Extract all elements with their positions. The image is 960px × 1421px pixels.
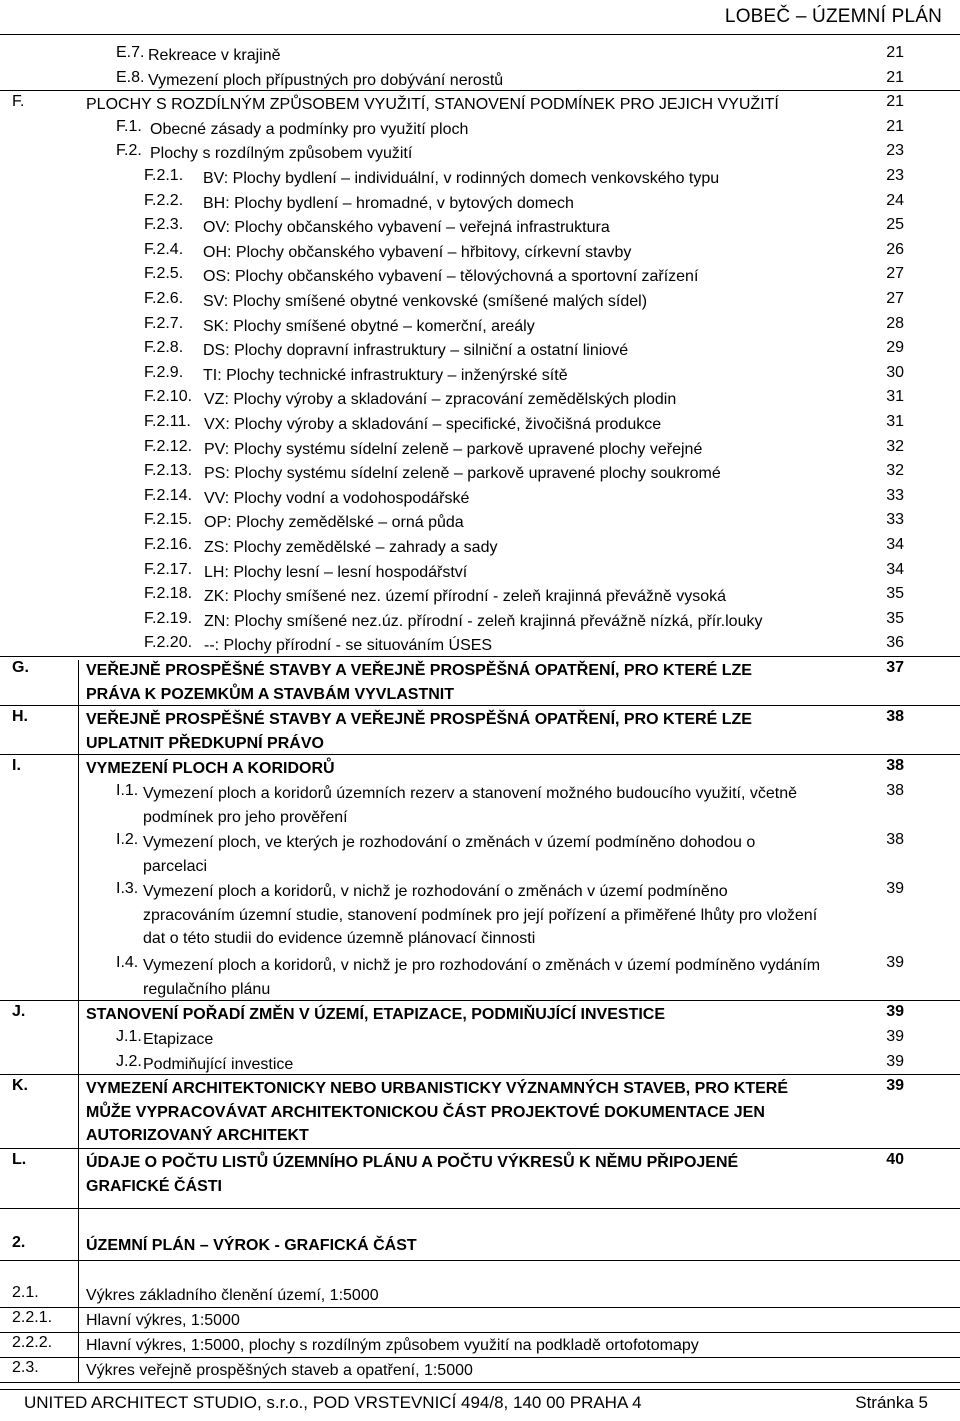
toc-entry xyxy=(0,880,960,954)
toc-entry-title: Podmiňující investice xyxy=(143,1055,294,1073)
graphic-item-title: Výkres základního členění území, 1:5000 xyxy=(86,1287,379,1305)
toc-entry xyxy=(0,782,960,831)
toc-entry xyxy=(0,462,960,487)
document-header-title: LOBEČ – ÚZEMNÍ PLÁN xyxy=(724,6,942,27)
graphic-item-title: Hlavní výkres, 1:5000 xyxy=(86,1312,240,1330)
toc-entry xyxy=(0,192,960,217)
toc-entry-page: 33 xyxy=(886,511,904,529)
footer-company-address: UNITED ARCHITECT STUDIO, s.r.o., POD VRSTEVNICÍ 494/8, 140 00 PRAHA 4 xyxy=(24,1393,642,1412)
graphic-heading-code: 2. xyxy=(12,1234,26,1252)
toc-entry xyxy=(0,216,960,241)
toc-entry-page: 32 xyxy=(886,437,904,455)
toc-entry xyxy=(0,1028,960,1053)
toc-entry-code: F.2.11. xyxy=(144,413,191,430)
toc-entry-code: F.2.8. xyxy=(144,339,184,357)
toc-entry-title: VEŘEJNĚ PROSPĚŠNÉ STAVBY A VEŘEJNĚ PROSPĚŠNÁ OPATŘENÍ, PRO KTERÉ LZE UPLATNIT PŘEDKUPNÍ PRÁVO xyxy=(86,711,752,752)
toc-entry-page: 34 xyxy=(886,536,904,553)
graphic-item-code: 2.2.1. xyxy=(12,1309,53,1327)
toc-entry xyxy=(0,708,960,757)
toc-entry-page: 39 xyxy=(886,1052,904,1070)
toc-entry xyxy=(0,1003,960,1028)
toc-entry-title: Vymezení ploch a koridorů, v nichž je rozhodování o změnách v území podmíněno zpracováním územní studie, stanovení podmínek pro její pořízení a přiměřené lhůty pro vložení dat o této studii do evidence územně plánovací činnosti xyxy=(143,883,818,948)
toc-entry-code: F.2.20. xyxy=(144,634,193,652)
toc-entry-title: TI: Plochy technické infrastruktury – inženýrské sítě xyxy=(203,366,568,384)
toc-entry-code: I.4. xyxy=(116,954,139,972)
section-divider xyxy=(0,1148,960,1149)
section-divider xyxy=(0,656,960,657)
toc-entry-code: F.2.9. xyxy=(144,363,184,381)
toc-entry-page: 21 xyxy=(886,44,904,61)
toc-entry xyxy=(0,954,960,1003)
toc-entry-page: 26 xyxy=(886,240,904,258)
toc-entry-title: Obecné zásady a podmínky pro využití ploch xyxy=(150,120,469,138)
toc-entry-title: ZS: Plochy zemědělské – zahrady a sady xyxy=(204,539,498,556)
toc-entry xyxy=(0,1077,960,1151)
toc-entry xyxy=(0,831,960,880)
graphic-row-divider xyxy=(0,1307,960,1308)
toc-entry-code: F.2.17. xyxy=(144,560,193,578)
header-divider xyxy=(0,34,960,35)
toc-entry-page: 38 xyxy=(886,708,904,726)
toc-entry-title: --: Plochy přírodní - se situováním ÚSES xyxy=(204,637,493,655)
toc-entry-code: F.1. xyxy=(116,117,142,135)
toc-entry-code: E.7. xyxy=(116,44,145,61)
section-divider xyxy=(0,754,960,755)
toc-entry-page: 31 xyxy=(886,413,904,430)
toc-entry-code: K. xyxy=(12,1077,28,1095)
toc-entry-code: F. xyxy=(12,93,25,111)
toc-entry-page: 38 xyxy=(886,782,904,799)
toc-entry-code: F.2.18. xyxy=(144,585,193,603)
toc-entry xyxy=(0,315,960,340)
toc-entry-code: I. xyxy=(12,757,21,775)
footer-divider xyxy=(0,1389,960,1390)
graphic-list-end-divider xyxy=(0,1382,960,1383)
toc-entry-page: 33 xyxy=(886,486,904,504)
toc-entry-code: F.2.4. xyxy=(144,240,184,258)
graphic-row-divider xyxy=(0,1357,960,1358)
toc-entry-code: I.2. xyxy=(116,831,139,849)
toc-entry-title: DS: Plochy dopravní infrastruktury – silniční a ostatní liniové xyxy=(203,342,629,360)
toc-entry-code: F.2.1. xyxy=(144,167,184,184)
toc-entry xyxy=(0,118,960,143)
toc-entry xyxy=(0,167,960,192)
toc-entry-page: 38 xyxy=(886,757,904,775)
toc-entry-title: Vymezení ploch přípustných pro dobývání nerostů xyxy=(148,71,504,89)
toc-entry-code: J. xyxy=(12,1003,26,1021)
graphic-list-item xyxy=(0,1309,960,1333)
graphic-list-item xyxy=(0,1359,960,1383)
toc-entry xyxy=(0,364,960,389)
toc-entry-title: VV: Plochy vodní a vodohospodářské xyxy=(204,489,470,507)
toc-entry-page: 31 xyxy=(886,388,904,406)
toc-entry-title: Vymezení ploch, ve kterých je rozhodování o změnách v území podmíněno dohodou o parcelaci xyxy=(143,834,756,875)
toc-entry xyxy=(0,388,960,413)
toc-entry-page: 39 xyxy=(886,1003,904,1021)
toc-entry-page: 32 xyxy=(886,462,904,480)
toc-entry-page: 39 xyxy=(886,1077,904,1095)
toc-entry-code: H. xyxy=(12,708,28,726)
toc-entry-code: F.2. xyxy=(116,142,142,160)
toc-entry-title: OS: Plochy občanského vybavení – tělovýchovná a sportovní zařízení xyxy=(203,268,699,286)
toc-entry-title: VYMEZENÍ PLOCH A KORIDORŮ xyxy=(86,760,335,778)
toc-entry-code: F.2.12. xyxy=(144,437,193,455)
toc-entry-title: PS: Plochy systému sídelní zeleně – parkově upravené plochy soukromé xyxy=(204,465,721,483)
toc-entry-title: OP: Plochy zemědělské – orná půda xyxy=(204,514,464,532)
toc-entry-page: 25 xyxy=(886,216,904,234)
toc-entry-code: J.2. xyxy=(116,1052,142,1070)
toc-entry xyxy=(0,757,960,782)
graphic-list-divider xyxy=(0,1260,960,1261)
toc-entry-page: 23 xyxy=(886,167,904,184)
toc-entry-page: 21 xyxy=(886,93,904,111)
graphic-column-divider xyxy=(78,1208,79,1382)
toc-entry-code: F.2.14. xyxy=(144,486,193,504)
toc-entry-code: G. xyxy=(12,659,29,676)
toc-entry-title: VEŘEJNĚ PROSPĚŠNÉ STAVBY A VEŘEJNĚ PROSPĚŠNÁ OPATŘENÍ, PRO KTERÉ LZE PRÁVA K POZEMKŮM A STAVBÁM VYVLASTNIT xyxy=(86,662,752,703)
toc-entry xyxy=(0,610,960,635)
toc-entry-page: 39 xyxy=(886,880,904,898)
toc-entry-code: F.2.2. xyxy=(144,191,184,209)
toc-entry-code: F.2.5. xyxy=(144,265,184,283)
toc-entry-title: ÚDAJE O POČTU LISTŮ ÚZEMNÍHO PLÁNU A POČTU VÝKRESŮ K NĚMU PŘIPOJENÉ GRAFICKÉ ČÁSTI xyxy=(86,1154,739,1195)
toc-entry-page: 27 xyxy=(886,265,904,283)
toc-entry-title: LH: Plochy lesní – lesní hospodářství xyxy=(204,563,468,581)
toc-entry-page: 34 xyxy=(886,560,904,578)
toc-entry-code: F.2.15. xyxy=(144,511,193,529)
section-divider xyxy=(0,705,960,706)
toc-entry-page: 38 xyxy=(886,831,904,849)
toc-entry-page: 21 xyxy=(886,117,904,135)
toc-entry-title: BV: Plochy bydlení – individuální, v rodinných domech venkovského typu xyxy=(203,170,720,187)
toc-entry-code: F.2.19. xyxy=(144,609,193,627)
toc-entry-title: ZK: Plochy smíšené nez. území přírodní - zeleň krajinná převážně vysoká xyxy=(204,588,727,606)
graphic-row-divider xyxy=(0,1332,960,1333)
toc-entry-page: 28 xyxy=(886,314,904,332)
graphic-section-divider xyxy=(0,1208,960,1209)
graphic-item-title: Hlavní výkres, 1:5000, plochy s rozdílným způsobem využití na podkladě ortofotomapy xyxy=(86,1337,699,1355)
toc-entry-title: Rekreace v krajině xyxy=(148,47,281,64)
toc-entry-page: 21 xyxy=(886,68,904,86)
toc-entry-title: BH: Plochy bydlení – hromadné, v bytových domech xyxy=(203,194,574,212)
graphic-list-item xyxy=(0,1334,960,1358)
graphic-item-title: Výkres veřejně prospěšných staveb a opatření, 1:5000 xyxy=(86,1362,473,1380)
toc-entry xyxy=(0,339,960,364)
toc-entry-title: VYMEZENÍ ARCHITEKTONICKY NEBO URBANISTICKY VÝZNAMNÝCH STAVEB, PRO KTERÉ MŮŽE VYPRACOVÁVAT ARCHITEKTONICKOU ČÁST PROJEKTOVÉ DOKUMENTACE JEN AUTORIZOVANÝ ARCHITEKT xyxy=(86,1080,788,1145)
toc-entry-title: OV: Plochy občanského vybavení – veřejná infrastruktura xyxy=(203,219,610,237)
graphic-item-code: 2.1. xyxy=(12,1284,39,1302)
toc-entry-code: I.1. xyxy=(116,782,139,799)
toc-entry xyxy=(0,44,960,69)
toc-entry-title: VX: Plochy výroby a skladování – specifické, živočišná produkce xyxy=(204,416,662,433)
toc-entry-code: E.8. xyxy=(116,68,145,86)
section-divider xyxy=(0,90,960,91)
toc-entry-page: 37 xyxy=(886,659,904,676)
toc-entry xyxy=(0,438,960,463)
toc-entry-page: 39 xyxy=(886,954,904,972)
toc-entry-title: Etapizace xyxy=(143,1031,214,1048)
toc-entry-code: J.1. xyxy=(116,1028,142,1045)
toc-entry-page: 24 xyxy=(886,191,904,209)
toc-entry xyxy=(0,561,960,586)
toc-entry-code: F.2.3. xyxy=(144,216,184,234)
toc-entry xyxy=(0,142,960,167)
graphic-item-code: 2.2.2. xyxy=(12,1334,53,1352)
toc-entry-page: 35 xyxy=(886,585,904,603)
toc-entry-title: ZN: Plochy smíšené nez.úz. přírodní - zeleň krajinná převážně nízká, přír.louky xyxy=(204,612,763,630)
toc-entry-page: 30 xyxy=(886,363,904,381)
toc-entry xyxy=(0,413,960,438)
toc-entry-page: 35 xyxy=(886,609,904,627)
toc-entry-page: 23 xyxy=(886,142,904,160)
toc-entry-title: Vymezení ploch a koridorů územních rezerv a stanovení možného budoucího využití, včetně podmínek pro jeho prověření xyxy=(143,785,797,826)
toc-entry-code: F.2.13. xyxy=(144,462,193,480)
toc-entry-title: Plochy s rozdílným způsobem využití xyxy=(150,145,413,163)
toc-entry-page: 29 xyxy=(886,339,904,357)
toc-entry-title: Vymezení ploch a koridorů, v nichž je pro rozhodování o změnách v území podmíněno vydáním regulačního plánu xyxy=(143,957,821,998)
toc-entry-code: F.2.7. xyxy=(144,314,184,332)
toc-entry-title: STANOVENÍ POŘADÍ ZMĚN V ÚZEMÍ, ETAPIZACE, PODMIŇUJÍCÍ INVESTICE xyxy=(86,1006,666,1024)
toc-entry xyxy=(0,265,960,290)
toc-entry-code: F.2.6. xyxy=(144,290,184,307)
section-divider xyxy=(0,1000,960,1001)
toc-entry xyxy=(0,93,960,118)
toc-entry xyxy=(0,487,960,512)
toc-entry xyxy=(0,536,960,561)
toc-entry-title: SK: Plochy smíšené obytné – komerční, areály xyxy=(203,317,535,335)
toc-entry-title: PV: Plochy systému sídelní zeleně – parkově upravené plochy veřejné xyxy=(204,440,703,458)
footer-page-number: Stránka 5 xyxy=(855,1393,928,1412)
graphic-item-code: 2.3. xyxy=(12,1359,39,1377)
toc-entry xyxy=(0,659,960,708)
toc-entry-page: 40 xyxy=(886,1151,904,1168)
toc-entry-title: SV: Plochy smíšené obytné venkovské (smíšené malých sídel) xyxy=(203,293,648,310)
toc-entry xyxy=(0,290,960,315)
toc-entry-code: I.3. xyxy=(116,880,139,898)
toc-entry-page: 39 xyxy=(886,1028,904,1045)
toc-entry-title: OH: Plochy občanského vybavení – hřbitovy, církevní stavby xyxy=(203,243,632,261)
toc-entry-title: VZ: Plochy výroby a skladování – zpracování zemědělských plodin xyxy=(204,391,677,409)
section-divider xyxy=(0,1074,960,1075)
toc-entry-code: L. xyxy=(12,1151,27,1168)
toc-entry xyxy=(0,511,960,536)
toc-entry xyxy=(0,1151,960,1200)
graphic-list-item xyxy=(0,1284,960,1308)
graphic-heading-title: ÚZEMNÍ PLÁN – VÝROK - GRAFICKÁ ČÁST xyxy=(86,1237,417,1255)
toc-entry-page: 27 xyxy=(886,290,904,307)
toc-entry xyxy=(0,585,960,610)
toc-entry-title: PLOCHY S ROZDÍLNÝM ZPŮSOBEM VYUŽITÍ, STANOVENÍ PODMÍNEK PRO JEJICH VYUŽITÍ xyxy=(86,96,779,114)
toc-entry xyxy=(0,241,960,266)
toc-entry-page: 36 xyxy=(886,634,904,652)
toc-entry-code: F.2.16. xyxy=(144,536,193,553)
graphic-section-heading xyxy=(0,1234,960,1258)
toc-entry-code: F.2.10. xyxy=(144,388,193,406)
